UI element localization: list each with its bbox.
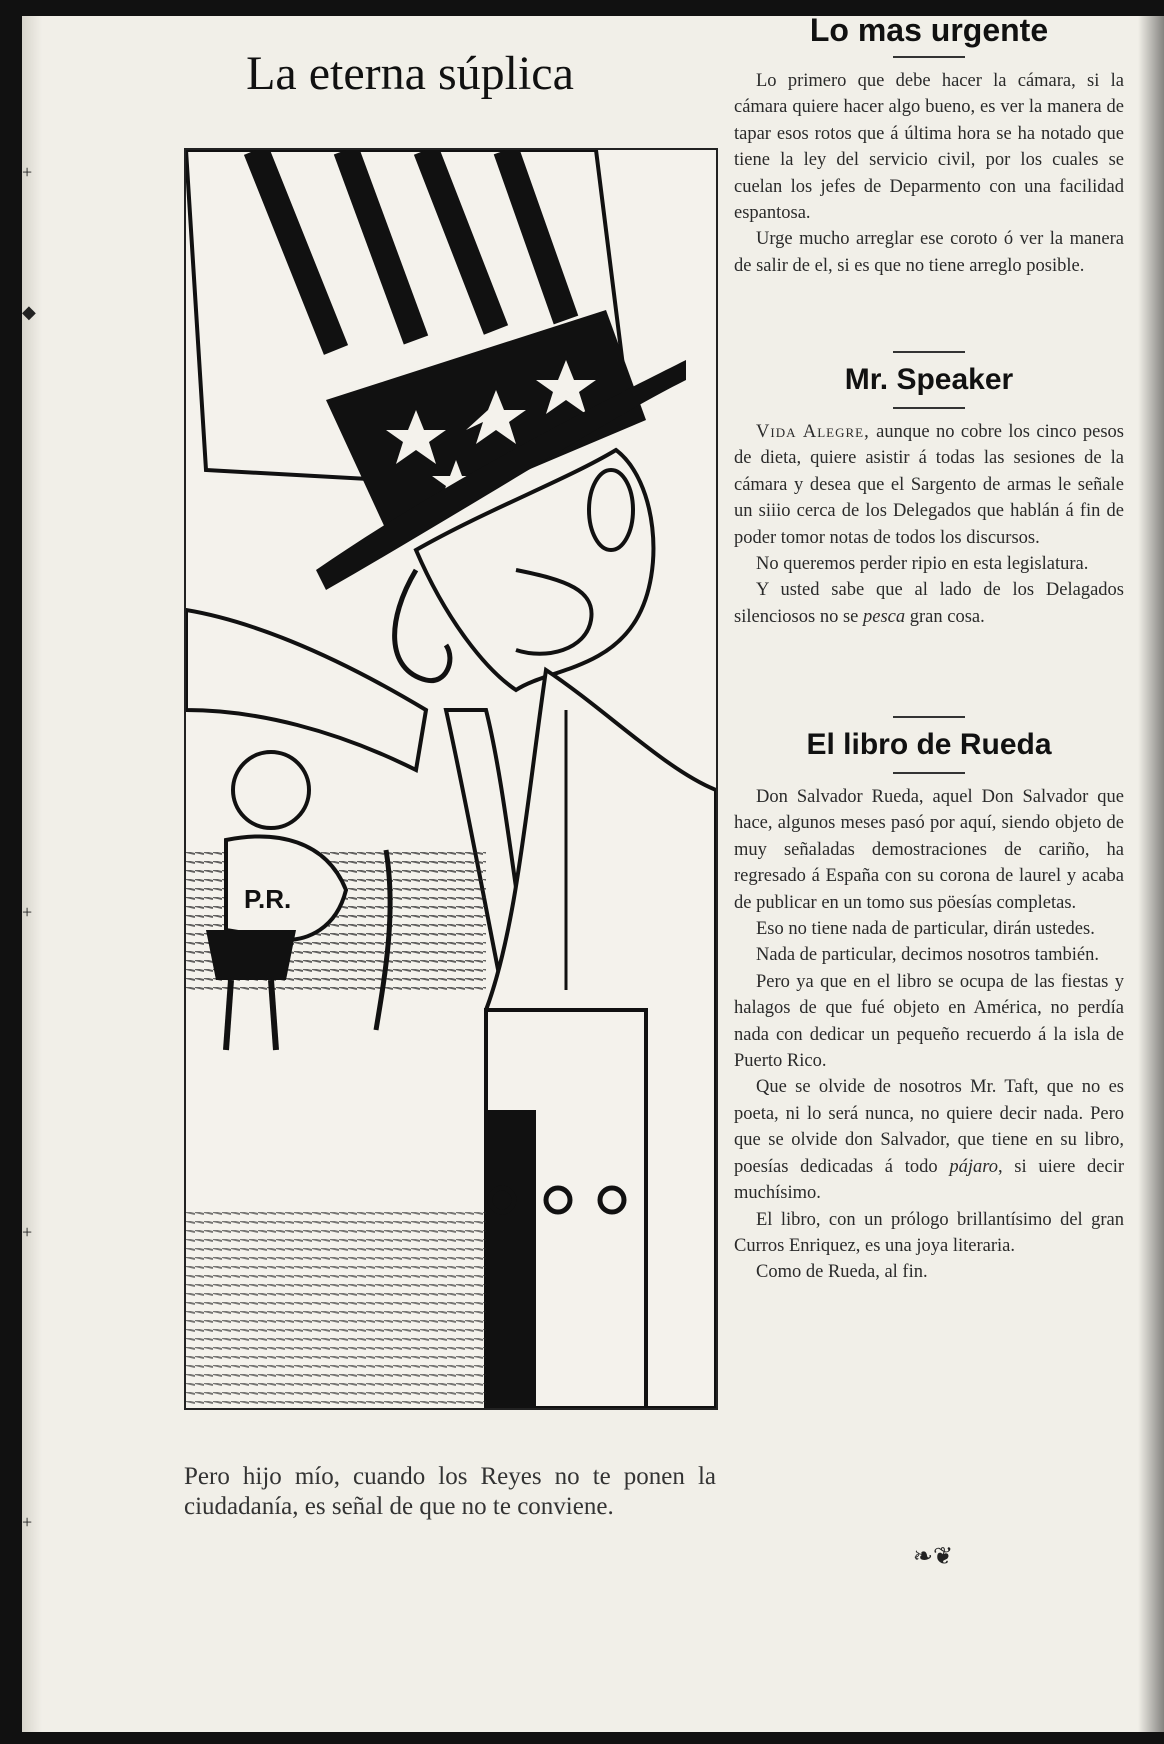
paragraph: Lo primero que debe hacer la cámara, si la cámara quiere hacer algo bueno, es ver la manera de tapar esos rotos que á última hora se ha notado que tiene la ley del servicio civil, por los cuales se cuelan los jefes de Deparmento con una facilidad espantosa. <box>734 71 1124 224</box>
binding-mark: + <box>22 1222 33 1242</box>
binding-mark: + <box>22 1512 33 1532</box>
paragraph: Que se olvide de nosotros Mr. Taft, que no es poeta, ni lo será nunca, no quiere decir nada. Pero que se olvide don Salvador, que tiene en su libro, poesías dedicadas á todo pájaro, si uiere decir muchísimo. <box>734 1077 1124 1204</box>
paragraph: El libro, con un prólogo brillantísimo del gran Curros Enriquez, es una joya literaria. <box>734 1209 1124 1256</box>
paragraph: Urge mucho arreglar ese coroto ó ver la manera de salir de el, si es que no tiene arreglo posible. <box>734 229 1124 276</box>
section-title: El libro de Rueda <box>806 728 1052 761</box>
section-title: Lo mas urgente <box>809 12 1049 48</box>
paragraph: Don Salvador Rueda, aquel Don Salvador que hace, algunos meses pasó por aquí, siendo objeto de muy señaladas demostraciones de cariño, ha regresado á España con su corona de laurel y acaba de publicar en un tomo sus pöesías completas. <box>734 787 1124 913</box>
cartoon-title: La eterna súplica <box>246 47 574 100</box>
divider <box>893 351 965 353</box>
magazine-page <box>22 12 1164 1732</box>
paragraph: Pero ya que en el libro se ocupa de las fiestas y halagos de que fué objeto en América, no perdía nada con dedicar un pequeño recuerdo á la isla de Puerto Rico. <box>734 971 1124 1072</box>
section-lo-mas-urgente <box>734 14 1124 279</box>
paragraph: No queremos perder ripio en esta legislatura. <box>756 554 1089 575</box>
divider <box>893 772 965 774</box>
ornament-icon: ❧❦ <box>912 1544 954 1570</box>
paragraph: Como de Rueda, al fin. <box>756 1262 928 1283</box>
cartoon-caption: Pero hijo mío, cuando los Reyes no te ponen la ciudadanía, es señal de que no te conviene. <box>184 1463 716 1520</box>
page-shadow <box>1138 16 1164 1732</box>
section-title: Mr. Speaker <box>844 363 1014 396</box>
binding-mark: + <box>22 162 33 182</box>
binding-gutter <box>22 16 42 1732</box>
divider <box>893 407 965 409</box>
publication-name: Vida Alegre, <box>756 422 870 442</box>
divider <box>893 56 965 58</box>
binding-mark: + <box>22 902 33 922</box>
divider <box>893 716 965 718</box>
binding-mark: ◆ <box>22 302 36 322</box>
section-el-libro-de-rueda <box>734 716 1124 1286</box>
paragraph: Y usted sabe que al lado de los Delagados silenciosos no se pesca gran cosa. <box>734 580 1124 627</box>
section-mr-speaker <box>734 351 1124 630</box>
cartoon-illustration <box>184 148 718 1410</box>
paragraph: Nada de particular, decimos nosotros también. <box>756 945 1099 966</box>
paragraph: Eso no tiene nada de particular, dirán ustedes. <box>756 919 1095 940</box>
paragraph: Vida Alegre, aunque no cobre los cinco pesos de dieta, quiere asistir á todas las sesiones de la cámara y desea que el Sargento de armas le señale un siiio cerca de los Delegados que hablán á fin de poder tomor notas de todos los discursos. <box>734 422 1124 548</box>
uncle-sam-cartoon-drawing <box>186 150 716 1408</box>
boy-label: P.R. <box>244 884 292 914</box>
